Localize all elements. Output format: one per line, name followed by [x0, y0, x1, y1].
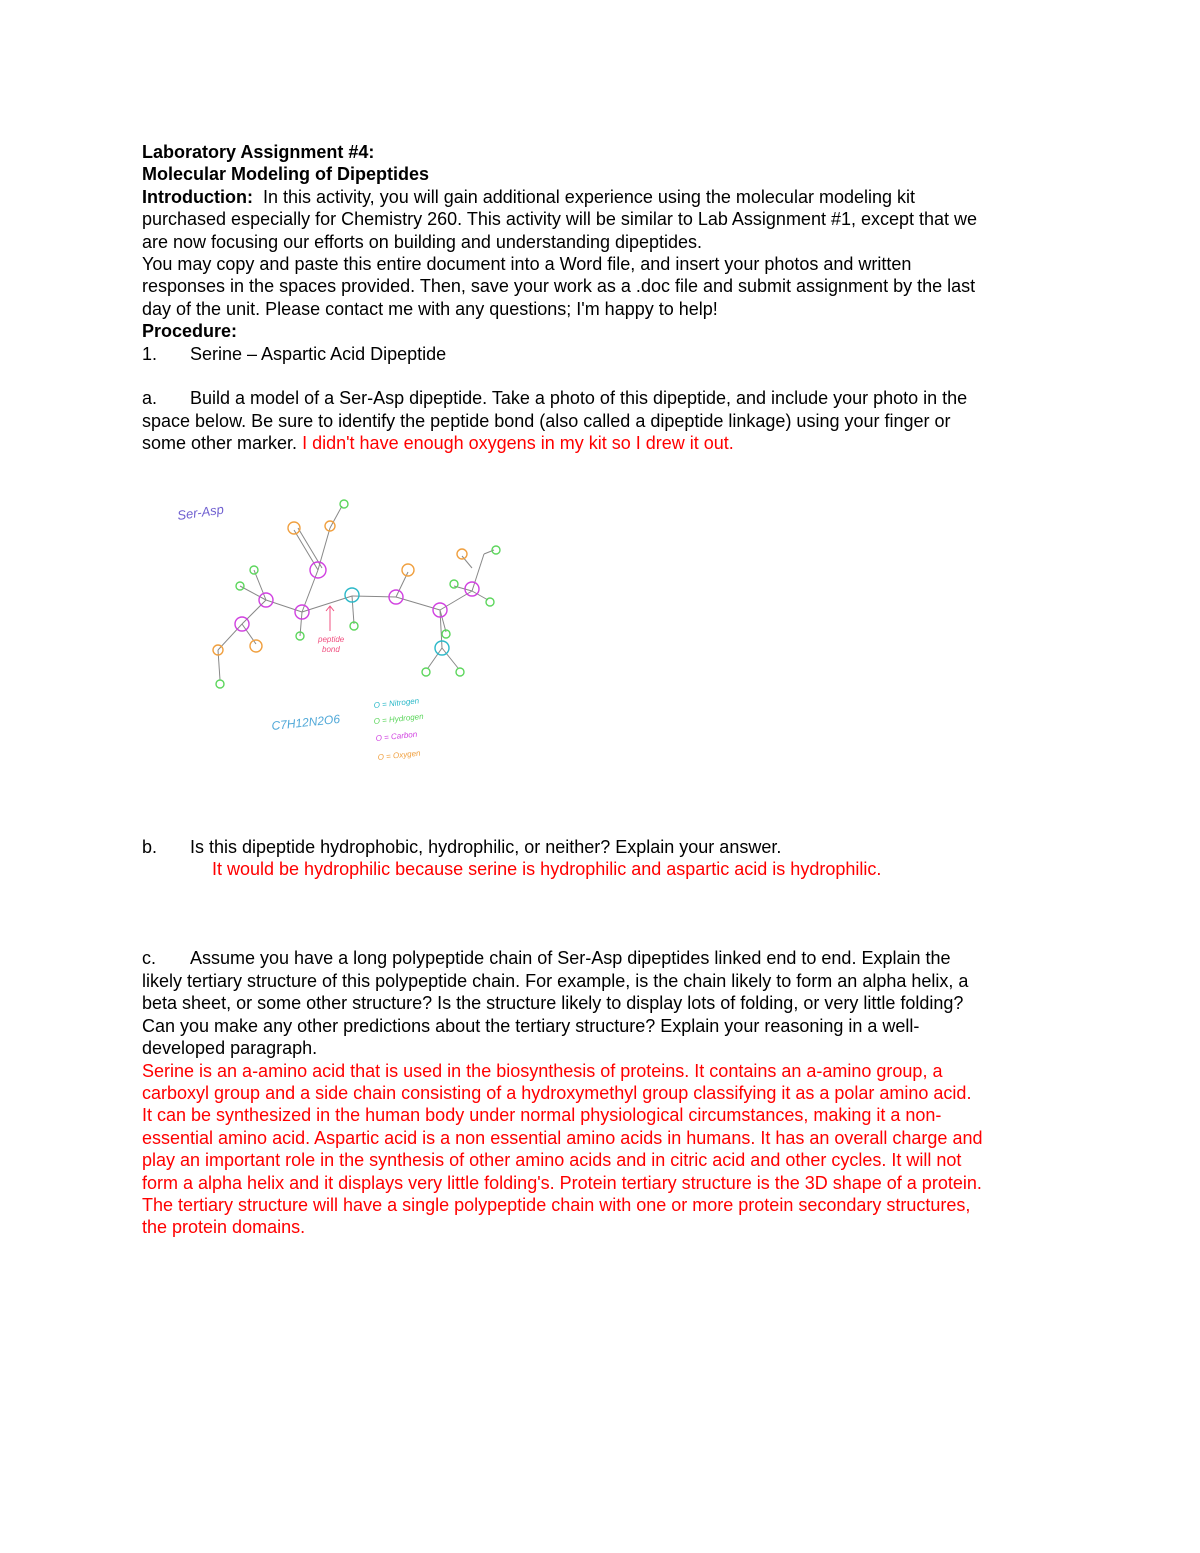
legend-hydrogen: O = Hydrogen: [373, 711, 424, 726]
part-c-text-1: Assume you have a long polypeptide chain of Ser-Asp dipeptides linked end to end. Explain the: [190, 948, 951, 969]
part-b-question: Is this dipeptide hydrophobic, hydrophilic, or neither? Explain your answer.: [190, 836, 782, 857]
part-c-line-3: beta sheet, or some other structure? Is the structure likely to display lots of folding, or very little folding?: [142, 993, 964, 1014]
procedure-label: Procedure:: [142, 321, 238, 342]
intro-line-4: You may copy and paste this entire document into a Word file, and insert your photos and written: [142, 254, 912, 275]
intro-label: Introduction:: [142, 186, 253, 207]
part-c-label: c.: [142, 948, 157, 969]
atom-legend: [373, 696, 424, 762]
part-a-line-3: [142, 432, 1072, 454]
intro-line-3: are now focusing our efforts on building and understanding dipeptides.: [142, 231, 703, 252]
part-a-label: a.: [142, 388, 158, 409]
part-c-answer-line-6: form a alpha helix and it displays very little folding's. Protein tertiary structure is the 3D shape of a protein.: [142, 1172, 982, 1193]
part-c-answer-line-7: The tertiary structure will have a single polypeptide chain with one or more protein secondary structures,: [142, 1194, 971, 1215]
legend-oxygen: O = Oxygen: [377, 748, 421, 762]
assignment-subtitle: Molecular Modeling of Dipeptides: [142, 164, 430, 185]
intro-line-5: responses in the spaces provided. Then, save your work as a .doc file and submit assignment by the last: [142, 276, 976, 297]
drawing-title: Ser-Asp: [176, 501, 225, 523]
intro-text-1: In this activity, you will gain additional experience using the molecular modeling kit: [252, 186, 915, 207]
atom-circles: [213, 500, 500, 688]
part-c-line-1: [142, 947, 1072, 969]
part-b-answer: It would be hydrophilic because serine is hydrophilic and aspartic acid is hydrophilic.: [212, 859, 882, 880]
bond-lines: [218, 506, 494, 680]
part-a-line-1: [142, 387, 1072, 409]
part-a-text-1: Build a model of a Ser-Asp dipeptide. Take a photo of this dipeptide, and include your photo in the: [190, 388, 968, 409]
dipeptide-drawing: [168, 488, 508, 773]
peptide-label-2: bond: [322, 645, 340, 654]
part-c-answer-line-4: essential amino acid. Aspartic acid is a non essential amino acids in humans. It has an overall charge and: [142, 1127, 983, 1148]
intro-line-1: [142, 186, 1072, 208]
part-c-answer-line-2: carboxyl group and a side chain consisting of a hydroxymethyl group classifying it as a polar amino acid.: [142, 1082, 972, 1103]
part-c-answer-line-5: play an important role in the synthesis of other amino acids and in citric acid and other cycles. It will not: [142, 1150, 962, 1171]
step-1: [142, 343, 1072, 365]
step-1-text: Serine – Aspartic Acid Dipeptide: [190, 343, 447, 364]
legend-nitrogen: O = Nitrogen: [373, 696, 420, 710]
part-b-question-line: [142, 836, 1072, 858]
part-c-answer-line-1: Serine is an a-amino acid that is used in the biosynthesis of proteins. It contains an a-amino group, a: [142, 1060, 943, 1081]
peptide-label-1: peptide: [318, 635, 345, 644]
step-1-number: 1.: [142, 343, 158, 364]
molecular-formula: C7H12N2O6: [270, 711, 341, 733]
part-c-line-2: likely tertiary structure of this polypeptide chain. For example, is the chain likely to form an alpha helix, a: [142, 970, 969, 991]
legend-carbon: O = Carbon: [375, 729, 418, 743]
part-a-line-2: space below. Be sure to identify the peptide bond (also called a dipeptide linkage) using your finger or: [142, 410, 951, 431]
part-a-answer: I didn't have enough oxygens in my kit so I drew it out.: [302, 433, 734, 454]
intro-line-6: day of the unit. Please contact me with any questions; I'm happy to help!: [142, 298, 718, 319]
part-c-answer-line-8: the protein domains.: [142, 1217, 306, 1238]
part-a-text-3: some other marker.: [142, 433, 298, 454]
intro-line-2: purchased especially for Chemistry 260. This activity will be similar to Lab Assignment #1, except that we: [142, 209, 978, 230]
part-b-label: b.: [142, 836, 158, 857]
part-c-line-4: Can you make any other predictions about the tertiary structure? Explain your reasoning in a well-: [142, 1015, 920, 1036]
assignment-title: Laboratory Assignment #4:: [142, 142, 375, 162]
peptide-bond-arrow: [326, 606, 334, 631]
part-c-line-5: developed paragraph.: [142, 1038, 318, 1059]
part-c-answer-line-3: It can be synthesized in the human body under normal physiological circumstances, making it a non-: [142, 1105, 942, 1126]
